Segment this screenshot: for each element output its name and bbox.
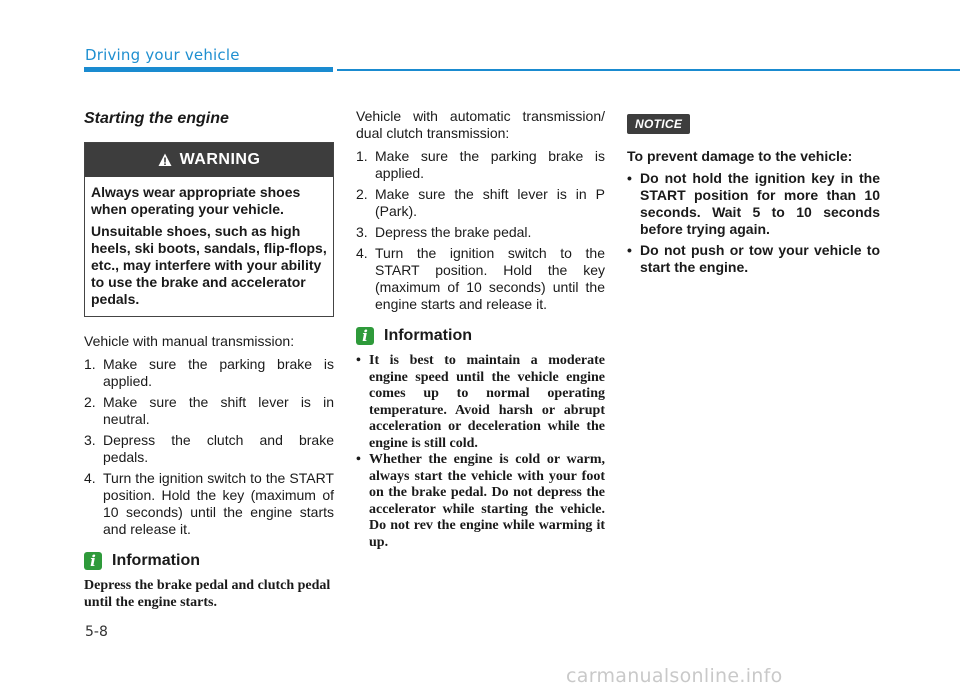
info-icon: i [84, 552, 102, 570]
info-heading [356, 327, 605, 345]
list-item [627, 170, 880, 238]
list-item [356, 452, 605, 551]
step-text: Make sure the shift lever is in neutral. [103, 394, 334, 427]
step-text: Depress the brake pedal. [375, 224, 532, 240]
step-text: Make sure the parking brake is applied. [375, 148, 605, 181]
step-text: Make sure the parking brake is applied. [103, 356, 334, 389]
notice-list [627, 170, 880, 276]
list-item [356, 245, 605, 313]
step-number: 3. [356, 224, 368, 240]
list-item [356, 224, 605, 241]
list-item [84, 394, 334, 428]
step-number: 4. [356, 245, 368, 261]
page-number: 5-8 [85, 624, 108, 640]
warning-paragraph: Unsuitable shoes, such as high heels, ski boots, sandals, flip-flops, etc., may interfere with your ability to use the brake and accelerator pedals. [91, 223, 327, 307]
warning-body [85, 177, 333, 316]
column-left [84, 108, 334, 611]
step-number: 2. [84, 394, 96, 410]
notice-item-text: Do not push or tow your vehicle to start the engine. [640, 242, 880, 275]
list-item [84, 356, 334, 390]
step-number: 3. [84, 432, 96, 448]
info-text: Depress the brake pedal and clutch pedal until the engine starts. [84, 578, 331, 610]
bullet-text: Whether the engine is cold or warm, always start the vehicle with your foot on the brake pedal. Do not depress the accelerator while starting the vehicle. Do not rev the engine while warming it up. [369, 452, 605, 550]
warning-header [85, 143, 333, 177]
list-item [356, 148, 605, 182]
step-text: Make sure the shift lever is in P (Park). [375, 186, 605, 219]
info-icon: i [356, 327, 374, 345]
step-text: Turn the ignition switch to the START position. Hold the key (maximum of 10 seconds) until the engine starts and release it. [375, 245, 605, 312]
bullet-dot: • [356, 452, 361, 467]
warning-label: WARNING [179, 151, 261, 168]
header-rule-thin [337, 69, 960, 71]
column-right [627, 108, 880, 280]
auto-steps-list [356, 148, 605, 313]
header-rule-thick [84, 67, 333, 72]
manual-steps-list [84, 356, 334, 538]
warning-paragraph: Always wear appropriate shoes when operating your vehicle. [91, 184, 301, 217]
header-title: Driving your vehicle [85, 46, 240, 64]
step-number: 2. [356, 186, 368, 202]
bullet-dot: • [356, 353, 361, 368]
watermark: carmanualsonline.info [566, 665, 783, 687]
auto-intro: Vehicle with automatic transmission/ dual clutch transmission: [356, 108, 605, 141]
step-text: Turn the ignition switch to the START position. Hold the key (maximum of 10 seconds) until the engine starts and release it. [103, 470, 334, 537]
list-item [84, 432, 334, 466]
list-item [627, 242, 880, 276]
info-title: Information [112, 552, 200, 569]
step-number: 1. [84, 356, 96, 372]
list-item [356, 186, 605, 220]
step-text: Depress the clutch and brake pedals. [103, 432, 334, 465]
bullet-dot: • [627, 170, 632, 186]
warning-triangle-icon [158, 153, 172, 167]
column-middle [356, 108, 605, 551]
info-heading [84, 552, 334, 570]
section-title: Starting the engine [84, 110, 229, 127]
list-item [84, 470, 334, 538]
manual-intro: Vehicle with manual transmission: [84, 333, 295, 349]
notice-item-text: Do not hold the ignition key in the START position for more than 10 seconds. Wait 5 to 10 seconds before trying again. [640, 170, 880, 237]
step-number: 1. [356, 148, 368, 164]
list-item [356, 353, 605, 452]
notice-heading: To prevent damage to the vehicle: [627, 148, 853, 164]
bullet-text: It is best to maintain a moderate engine speed until the vehicle engine comes up to normal operating temperature. Avoid harsh or abrupt acceleration or deceleration while the engine is still cold. [369, 353, 605, 451]
step-number: 4. [84, 470, 96, 486]
bullet-dot: • [627, 242, 632, 258]
info-bullet-list [356, 353, 605, 551]
notice-badge: NOTICE [627, 114, 690, 134]
warning-box [84, 142, 334, 317]
info-title: Information [384, 327, 472, 344]
